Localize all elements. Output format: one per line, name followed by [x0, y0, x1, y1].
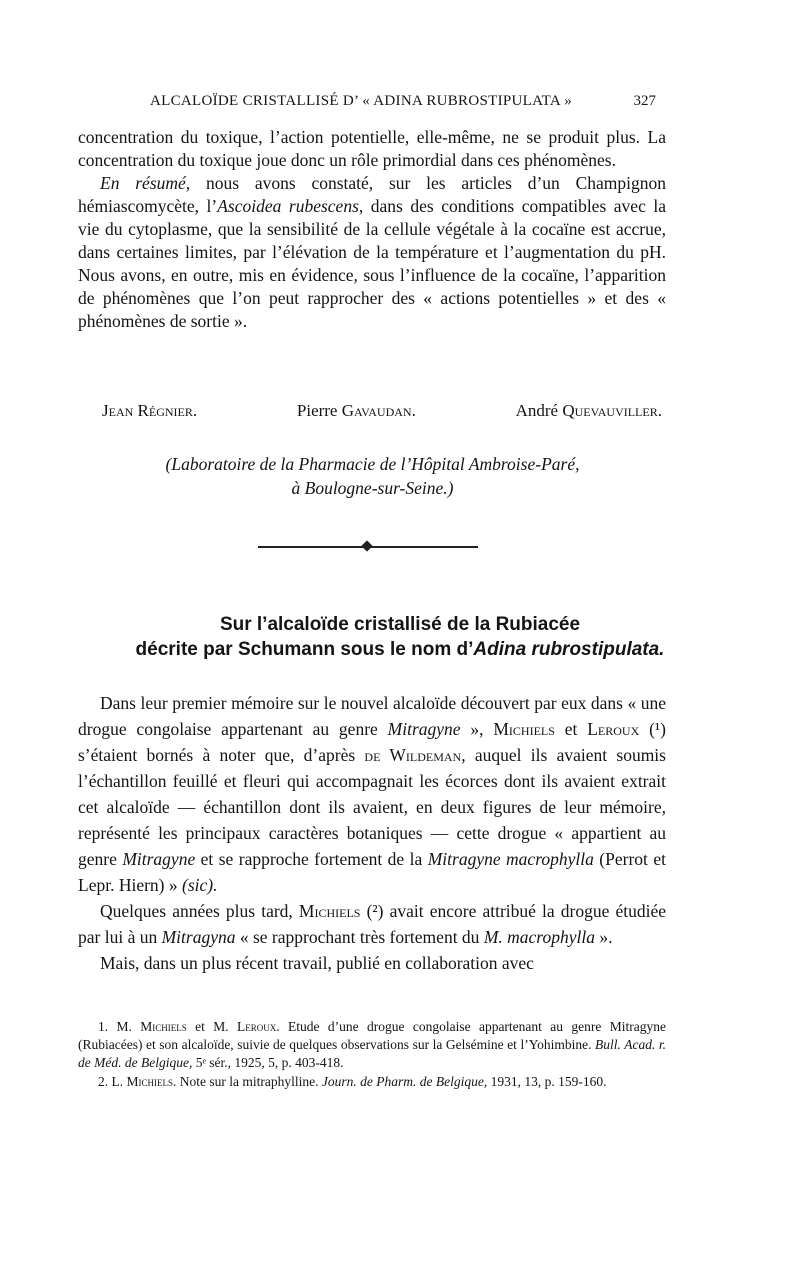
- journal-name: Bull. Acad. r. de Méd. de Belgique,: [78, 1037, 667, 1070]
- previous-article-conclusion: [78, 126, 666, 333]
- article-body: [78, 690, 666, 976]
- text-run: 1. M.: [98, 1019, 141, 1034]
- author-last-name: Régnier.: [137, 401, 198, 420]
- text-run: Etude d’une drogue congolaise appartenant au genre Mitragyne (Rubiacées) et son alcaloïde, suivie de quelques observations sur la Gelsémine et l’Yohimbine.: [78, 1019, 666, 1052]
- paragraph: Mais, dans un plus récent travail, publié en collaboration avec: [100, 953, 534, 973]
- author-3: [516, 401, 662, 421]
- text-run: Dans leur premier mémoire sur le nouvel alcaloïde découvert par eux dans « une drogue congolaise appartenant au genre: [78, 693, 666, 739]
- text-run: et: [554, 719, 588, 739]
- species-name: Ascoidea rubescens,: [217, 196, 364, 216]
- author-2: [297, 401, 416, 421]
- diamond-ornament-icon: [361, 540, 372, 551]
- author-name: de Wildeman: [364, 745, 462, 765]
- article-title: [80, 612, 720, 662]
- sic-note: (sic).: [182, 875, 218, 895]
- author-name: Leroux.: [237, 1019, 280, 1034]
- genus-name: Mitragyna: [161, 927, 236, 947]
- paragraph: [78, 690, 666, 898]
- author-first-name: André: [515, 401, 559, 420]
- author-name: Leroux: [587, 719, 640, 739]
- title-line-2: [80, 637, 720, 662]
- paragraph: [78, 898, 666, 950]
- author-name: Michiels.: [126, 1074, 177, 1089]
- summary-paragraph: [78, 172, 666, 333]
- text-run: et se rapproche fortement de la: [195, 849, 428, 869]
- text-run: nous avons constaté, sur les articles d’un Champignon hémiascomycète, l’: [78, 173, 667, 216]
- footnote-1: [78, 1018, 666, 1072]
- affiliation-line: (Laboratoire de la Pharmacie de l’Hôpital Ambroise-Paré,: [165, 454, 580, 474]
- author-name: Michiels: [298, 901, 361, 921]
- species-name: Mitragyne macrophylla: [427, 849, 594, 869]
- text-run: ».: [594, 927, 613, 947]
- author-last-name: Quevauviller.: [562, 401, 662, 420]
- author-name: Michiels: [140, 1019, 187, 1034]
- page-number: 327: [633, 93, 656, 109]
- text-run: 1931, 13, p. 159-160.: [487, 1074, 607, 1089]
- author-name: Michiels: [493, 719, 555, 739]
- text-run: 5ᵉ sér., 1925, 5, p. 403-418.: [192, 1055, 344, 1070]
- title-species: Adina rubrostipulata.: [473, 639, 665, 660]
- footnotes: [78, 1018, 666, 1091]
- text-run: dans des conditions compatibles avec la vie du cytoplasme, que la sensibilité de la cellule végétale à la cocaïne est accrue, dans certaines limites, par l’élévation de la température et l’augmentation du pH. Nous avons, en outre, mis en évidence, sous l’influence de la cocaïne, l’apparition de phénomènes que l’on peut rapprocher des « actions potentielles » et des « phénomènes de sortie ».: [78, 196, 667, 331]
- author-first-name: Pierre: [296, 401, 338, 420]
- section-divider: [258, 542, 478, 552]
- author-1: [102, 401, 197, 421]
- affiliation: [100, 452, 645, 500]
- affiliation-line: à Boulogne-sur-Seine.): [291, 478, 454, 498]
- text-run: et M.: [186, 1019, 238, 1034]
- text-run: (²) avait encore attribué la drogue étudiée par lui à un: [78, 901, 666, 947]
- running-head: ALCALOÏDE CRISTALLISÉ D’ « ADINA RUBROSTIPULATA »: [150, 93, 573, 109]
- author-first-name: Jean: [102, 401, 134, 420]
- title-line-1: Sur l’alcaloïde cristallisé de la Rubiacée: [219, 614, 581, 635]
- text-run: (Perrot et Lepr. Hiern) »: [78, 849, 666, 895]
- text-run: 2. L.: [98, 1074, 127, 1089]
- author-signatures: [102, 401, 662, 421]
- footnote-2: [78, 1073, 666, 1091]
- paragraph: concentration du toxique, l’action potentielle, elle-même, ne se produit plus. La concentration du toxique joue donc un rôle primordial dans ces phénomènes.: [78, 127, 666, 170]
- text-run: »,: [460, 719, 494, 739]
- text-run: (¹) s’étaient bornés à noter que, d’après: [78, 719, 667, 765]
- summary-lead: En résumé,: [100, 173, 191, 193]
- journal-name: Journ. de Pharm. de Belgique,: [321, 1074, 488, 1089]
- genus-name: Mitragyne: [387, 719, 461, 739]
- text-run: , auquel ils avaient soumis l’échantillon feuillé et fleuri qui accompagnait les écorces dont ils avaient extrait cet alcaloïde — échantillon dont ils avaient, en deux figures de leur mémoire, représenté les principaux caractères botaniques — cette drogue « appartient au genre: [78, 745, 666, 869]
- genus-name: Mitragyne: [122, 849, 196, 869]
- species-name: M. macrophylla: [483, 927, 595, 947]
- text-run: Note sur la mitraphylline.: [176, 1074, 322, 1089]
- text-run: Quelques années plus tard,: [100, 901, 299, 921]
- author-last-name: Gavaudan.: [341, 401, 416, 420]
- text-run: « se rapprochant très fortement du: [235, 927, 484, 947]
- title-text: décrite par Schumann sous le nom d’: [135, 639, 474, 660]
